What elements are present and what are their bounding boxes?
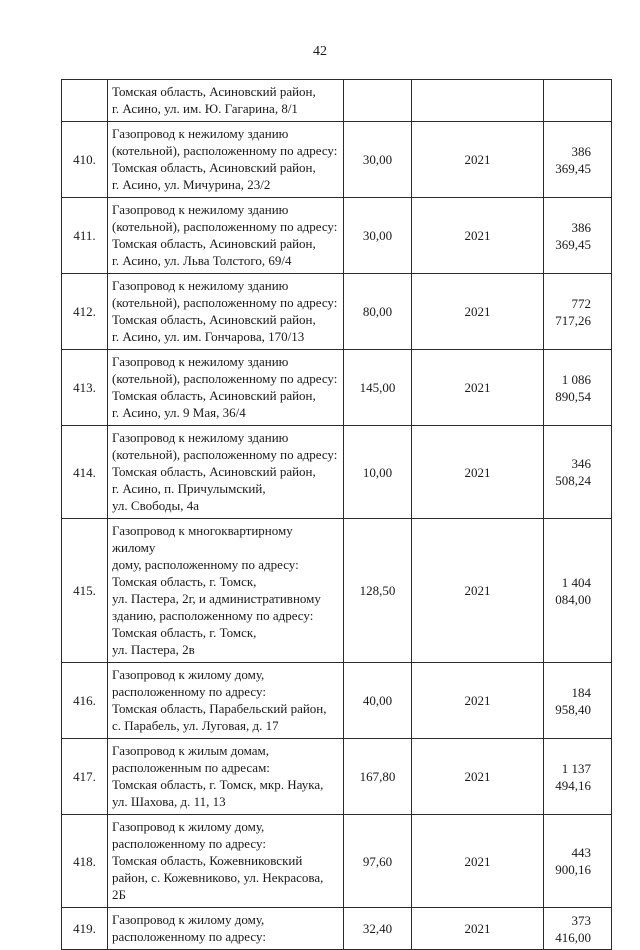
commissioning-year: 2021 <box>412 274 544 350</box>
pipeline-length: 97,60 <box>344 815 412 908</box>
row-number: 414. <box>62 426 108 519</box>
commissioning-year: 2021 <box>412 122 544 198</box>
commissioning-year: 2021 <box>412 426 544 519</box>
book-value: 772 717,26 <box>544 274 612 350</box>
row-number: 419. <box>62 908 108 950</box>
book-value: 1 086 890,54 <box>544 350 612 426</box>
book-value: 346 508,24 <box>544 426 612 519</box>
object-description: Газопровод к нежилому зданию (котельной), расположенному по адресу: Томская область, Асиновский район, г. Асино, ул. 9 Мая, 36/4 <box>108 350 344 426</box>
table-row <box>62 274 612 350</box>
table-row <box>62 908 612 950</box>
table-row <box>62 426 612 519</box>
object-description: Газопровод к жилому дому, расположенному по адресу: Томская область, Кожевниковский район, с. Кожевниково, ул. Некрасова, 2Б <box>108 815 344 908</box>
object-description: Газопровод к жилому дому, расположенному по адресу: <box>108 908 344 950</box>
row-number <box>62 80 108 122</box>
commissioning-year: 2021 <box>412 350 544 426</box>
registry-table-body <box>62 80 612 950</box>
commissioning-year <box>412 80 544 122</box>
object-description: Газопровод к жилому дому, расположенному по адресу: Томская область, Парабельский район, с. Парабель, ул. Луговая, д. 17 <box>108 663 344 739</box>
pipeline-length: 145,00 <box>344 350 412 426</box>
table-row <box>62 519 612 663</box>
object-description: Газопровод к жилым домам, расположенным по адресам: Томская область, г. Томск, мкр. Наука, ул. Шахова, д. 11, 13 <box>108 739 344 815</box>
pipeline-length: 167,80 <box>344 739 412 815</box>
book-value: 386 369,45 <box>544 198 612 274</box>
row-number: 415. <box>62 519 108 663</box>
pipeline-length: 10,00 <box>344 426 412 519</box>
object-description: Газопровод к нежилому зданию (котельной), расположенному по адресу: Томская область, Асиновский район, г. Асино, ул. Мичурина, 23/2 <box>108 122 344 198</box>
pipeline-length: 128,50 <box>344 519 412 663</box>
book-value <box>544 80 612 122</box>
row-number: 416. <box>62 663 108 739</box>
pipeline-length: 32,40 <box>344 908 412 950</box>
book-value: 184 958,40 <box>544 663 612 739</box>
table-row <box>62 122 612 198</box>
commissioning-year: 2021 <box>412 739 544 815</box>
commissioning-year: 2021 <box>412 519 544 663</box>
commissioning-year: 2021 <box>412 815 544 908</box>
pipeline-length: 30,00 <box>344 198 412 274</box>
gas-pipeline-registry-table <box>61 79 612 950</box>
row-number: 418. <box>62 815 108 908</box>
pipeline-length: 40,00 <box>344 663 412 739</box>
table-row <box>62 663 612 739</box>
table-row <box>62 350 612 426</box>
pipeline-length: 30,00 <box>344 122 412 198</box>
book-value: 386 369,45 <box>544 122 612 198</box>
table-row <box>62 80 612 122</box>
object-description: Газопровод к нежилому зданию (котельной), расположенному по адресу: Томская область, Асиновский район, г. Асино, ул. им. Гончарова, 170/13 <box>108 274 344 350</box>
book-value: 373 416,00 <box>544 908 612 950</box>
commissioning-year: 2021 <box>412 198 544 274</box>
book-value: 443 900,16 <box>544 815 612 908</box>
pipeline-length <box>344 80 412 122</box>
commissioning-year: 2021 <box>412 908 544 950</box>
commissioning-year: 2021 <box>412 663 544 739</box>
book-value: 1 404 084,00 <box>544 519 612 663</box>
object-description: Газопровод к нежилому зданию (котельной), расположенному по адресу: Томская область, Асиновский район, г. Асино, п. Причулымский, ул. Свободы, 4а <box>108 426 344 519</box>
row-number: 417. <box>62 739 108 815</box>
row-number: 410. <box>62 122 108 198</box>
table-row <box>62 815 612 908</box>
object-description: Газопровод к многоквартирному жилому дому, расположенному по адресу: Томская область, г. Томск, ул. Пастера, 2г, и административному зданию, расположенному по адресу: Томская область, г. Томск, ул. Пастера, 2в <box>108 519 344 663</box>
table-row <box>62 739 612 815</box>
row-number: 412. <box>62 274 108 350</box>
book-value: 1 137 494,16 <box>544 739 612 815</box>
page-number: 42 <box>313 44 327 59</box>
object-description: Газопровод к нежилому зданию (котельной), расположенному по адресу: Томская область, Асиновский район, г. Асино, ул. Льва Толстого, 69/4 <box>108 198 344 274</box>
pipeline-length: 80,00 <box>344 274 412 350</box>
object-description: Томская область, Асиновский район, г. Асино, ул. им. Ю. Гагарина, 8/1 <box>108 80 344 122</box>
row-number: 413. <box>62 350 108 426</box>
row-number: 411. <box>62 198 108 274</box>
table-row <box>62 198 612 274</box>
